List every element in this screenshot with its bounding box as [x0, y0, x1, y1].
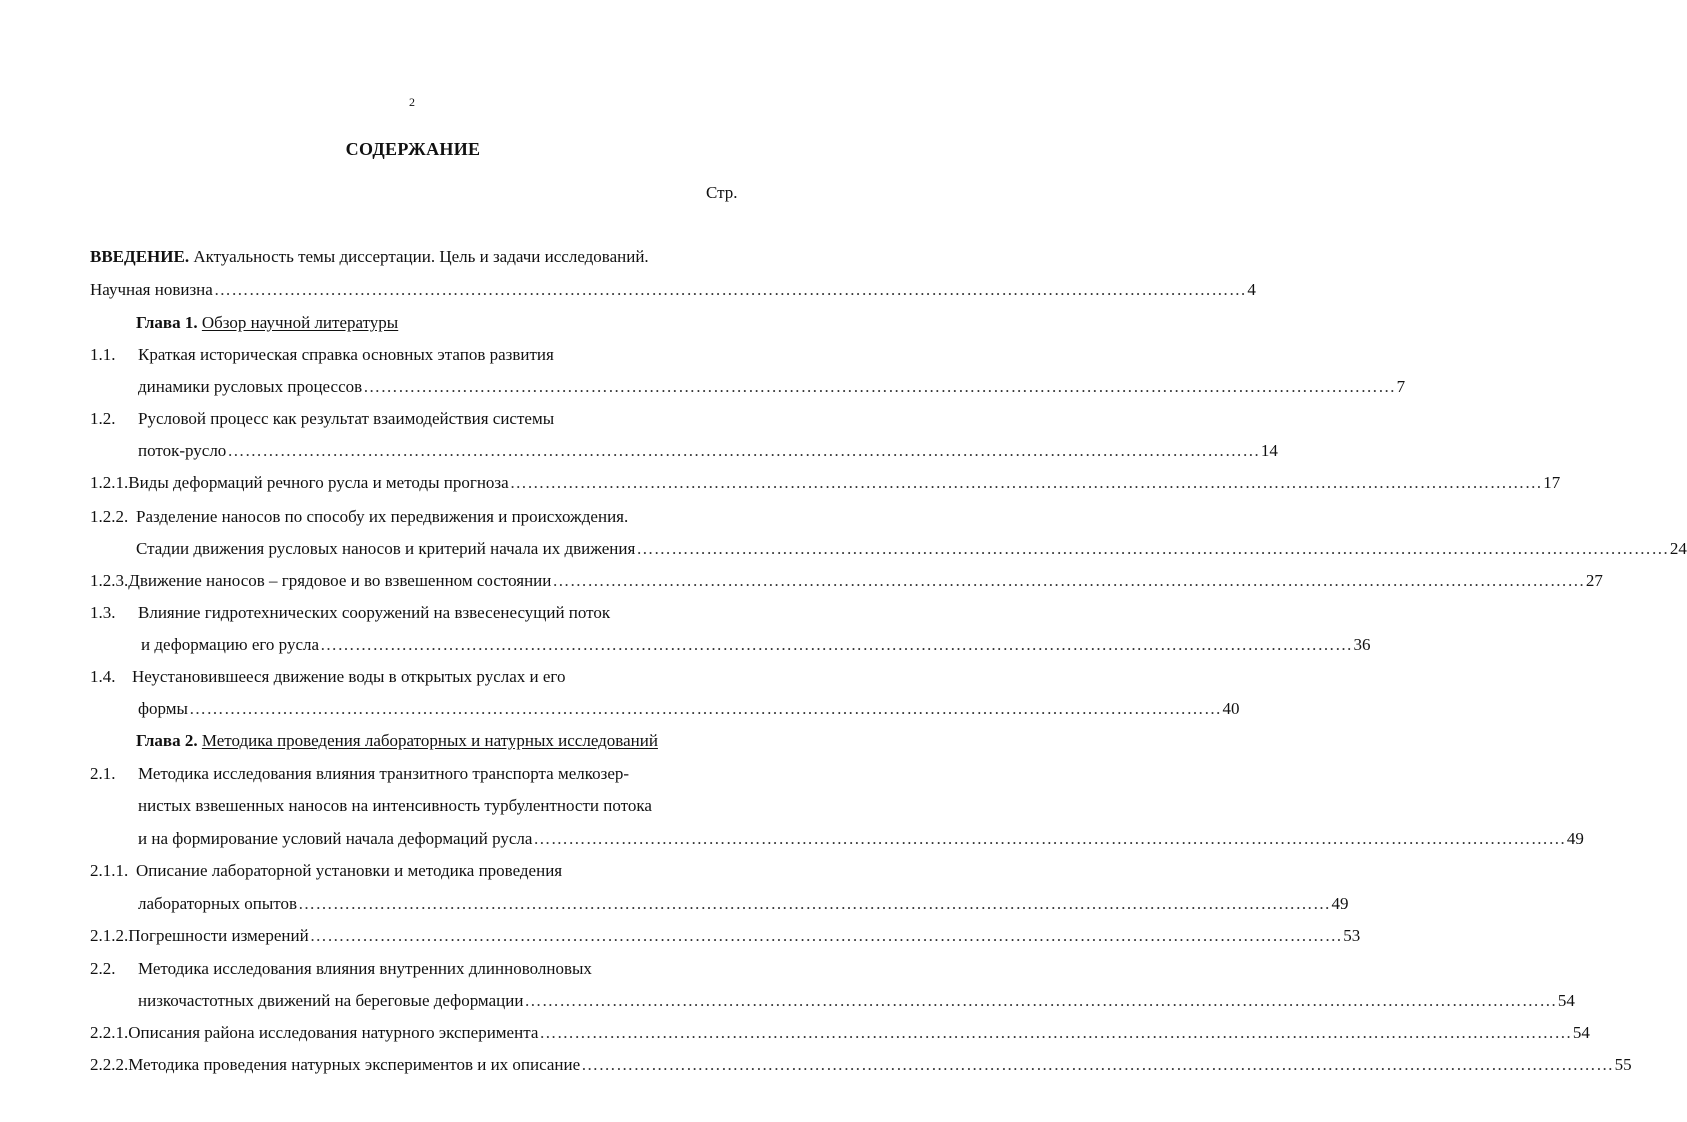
section-number: 1.2.2.	[90, 507, 129, 526]
section-text: Разделение наносов по способу их передвижения и происхождения.	[136, 507, 629, 526]
section-number: 2.2.2.	[90, 1055, 129, 1074]
section-number: 2.2.	[90, 959, 116, 978]
section-number: 1.2.	[90, 409, 116, 428]
section-text: поток-русло	[138, 441, 227, 460]
toc-item-2-1-line3[interactable]	[138, 829, 1584, 849]
section-text: Краткая историческая справка основных этапов развития	[138, 345, 554, 364]
toc-page-ref: 24	[1669, 539, 1687, 558]
toc-item-1-2-line2[interactable]	[138, 441, 1278, 461]
section-text: Методика исследования влияния транзитного транспорта мелкозер-	[138, 764, 630, 783]
intro-heading: ВВЕДЕНИЕ.	[90, 247, 190, 266]
section-text: нистых взвешенных наносов на интенсивность турбулентности потока	[138, 796, 652, 815]
section-text: Методика проведения натурных экспериментов и их описание	[128, 1055, 581, 1074]
toc-item-2-2-line1	[90, 959, 592, 979]
section-number: 1.3.	[90, 603, 116, 622]
section-text: Описания района исследования натурного эксперимента	[128, 1023, 539, 1042]
toc-item-2-1-1-line1	[90, 861, 562, 881]
section-text: лабораторных опытов	[138, 894, 298, 913]
toc-page-ref: 14	[1260, 441, 1278, 460]
toc-item-1-4-line2[interactable]	[138, 699, 1240, 719]
toc-item-2-2-line2[interactable]	[138, 991, 1575, 1011]
section-text: Погрешности измерений	[128, 926, 309, 945]
dot-leader: ……………………………………………………………………………………………………………………………………………………………	[581, 1055, 1614, 1074]
intro-description: Актуальность темы диссертации. Цель и задачи исследований.	[189, 247, 649, 266]
dot-leader: ……………………………………………………………………………………………………………………………………………………………	[552, 571, 1585, 590]
dot-leader: ……………………………………………………………………………………………………………………………………………………………	[298, 894, 1331, 913]
section-number: 1.2.1.	[90, 473, 129, 492]
toc-item-1-2-line1	[90, 409, 554, 429]
dot-leader: ……………………………………………………………………………………………………………………………………………………………	[636, 539, 1669, 558]
toc-item-1-1-line1	[90, 345, 554, 365]
toc-item-2-1-2[interactable]	[90, 926, 1361, 946]
chapter-1-title: Обзор научной литературы	[201, 313, 399, 332]
toc-item-2-1-line2	[138, 796, 652, 816]
section-text: Неустановившееся движение воды в открытых руслах и его	[132, 667, 566, 686]
toc-page-ref: 7	[1396, 377, 1406, 396]
section-text: динамики русловых процессов	[138, 377, 363, 396]
toc-page-ref: 40	[1222, 699, 1240, 718]
section-text: Русловой процесс как результат взаимодействия системы	[138, 409, 555, 428]
toc-item-1-3-line1	[90, 603, 610, 623]
toc-chapter-2[interactable]	[136, 731, 658, 751]
toc-item-2-2-1[interactable]	[90, 1023, 1590, 1043]
dot-leader: ……………………………………………………………………………………………………………………………………………………………	[363, 377, 1396, 396]
section-number: 1.2.3.	[90, 571, 129, 590]
section-number: 2.2.1.	[90, 1023, 129, 1042]
section-text: Описание лабораторной установки и методика проведения	[136, 861, 563, 880]
dot-leader: ……………………………………………………………………………………………………………………………………………………………	[533, 829, 1566, 848]
section-text: формы	[138, 699, 188, 718]
dot-leader: ……………………………………………………………………………………………………………………………………………………………	[188, 699, 1222, 718]
page-number: 2	[409, 95, 415, 109]
toc-page-ref: 27	[1585, 571, 1603, 590]
toc-page-ref: 17	[1543, 473, 1561, 492]
dot-leader: ……………………………………………………………………………………………………………………………………………………………	[320, 635, 1353, 654]
section-text: Влияние гидротехнических сооружений на взвесенесущий поток	[138, 603, 611, 622]
section-text: и на формирование условий начала деформаций русла	[138, 829, 533, 848]
section-number: 2.1.2.	[90, 926, 129, 945]
section-number: 1.4.	[90, 667, 116, 686]
page-title: СОДЕРЖАНИЕ	[345, 139, 481, 159]
section-number: 2.1.1.	[90, 861, 129, 880]
toc-page-ref: 55	[1614, 1055, 1632, 1074]
dot-leader: ……………………………………………………………………………………………………………………………………………………………	[213, 280, 1247, 299]
toc-item-2-1-line1	[90, 764, 629, 784]
chapter-1-label: Глава 1.	[136, 313, 198, 332]
section-text: Виды деформаций речного русла и методы прогноза	[128, 473, 509, 492]
chapter-2-title: Методика проведения лабораторных и натурных исследований	[201, 731, 658, 750]
dot-leader: ……………………………………………………………………………………………………………………………………………………………	[509, 473, 1543, 492]
section-number: 1.1.	[90, 345, 116, 364]
section-text: Стадии движения русловых наносов и критерий начала их движения	[136, 539, 636, 558]
dot-leader: ……………………………………………………………………………………………………………………………………………………………	[524, 991, 1557, 1010]
section-text: и деформацию его русла	[141, 635, 320, 654]
toc-page-ref: 53	[1343, 926, 1361, 945]
toc-item-2-1-1-line2[interactable]	[138, 894, 1349, 914]
page-column-label: Стр.	[706, 183, 738, 202]
section-text: Методика исследования влияния внутренних длинноволновых	[138, 959, 592, 978]
toc-page-ref: 4	[1247, 280, 1256, 299]
dot-leader: ……………………………………………………………………………………………………………………………………………………………	[309, 926, 1343, 945]
section-text: низкочастотных движений на береговые деформации	[138, 991, 524, 1010]
toc-item-1-4-line1	[90, 667, 565, 687]
toc-item-2-2-2[interactable]	[90, 1055, 1632, 1075]
toc-item-1-1-line2[interactable]	[138, 377, 1406, 397]
toc-item-1-3-line2[interactable]	[141, 635, 1371, 655]
dot-leader: ……………………………………………………………………………………………………………………………………………………………	[539, 1023, 1572, 1042]
toc-intro-line1	[90, 247, 649, 267]
section-text: Движение наносов – грядовое и во взвешенном состоянии	[128, 571, 552, 590]
intro-novelty-text: Научная новизна	[90, 280, 213, 299]
toc-item-1-2-1[interactable]	[90, 473, 1561, 493]
section-number: 2.1.	[90, 764, 116, 783]
toc-item-1-2-2-line1	[90, 507, 628, 527]
toc-page-ref: 54	[1572, 1023, 1590, 1042]
toc-page-ref: 49	[1331, 894, 1349, 913]
toc-chapter-1[interactable]	[136, 313, 398, 333]
toc-page-ref: 49	[1566, 829, 1584, 848]
toc-item-1-2-2-line2[interactable]	[136, 539, 1687, 559]
toc-intro-line2[interactable]	[90, 280, 1256, 300]
dot-leader: ……………………………………………………………………………………………………………………………………………………………	[227, 441, 1260, 460]
toc-page-ref: 54	[1557, 991, 1575, 1010]
chapter-2-label: Глава 2.	[136, 731, 198, 750]
toc-page-ref: 36	[1353, 635, 1371, 654]
toc-item-1-2-3[interactable]	[90, 571, 1603, 591]
